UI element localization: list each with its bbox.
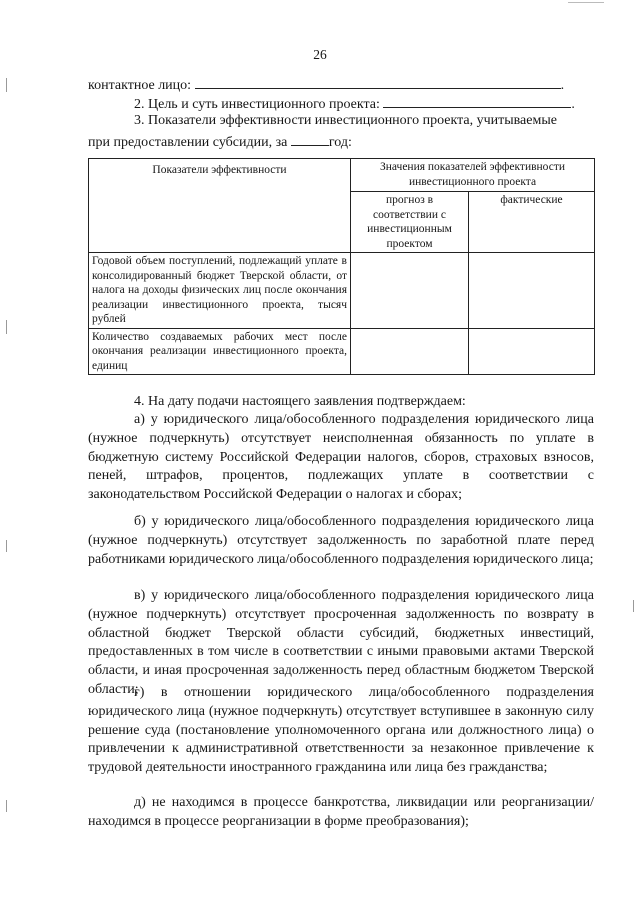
paragraph-a-text: а) у юридического лица/обособленного подразделения юридического лица (нужное подчеркнуть) отсутствует неисполненная обязанность по уплате в бюджетную систему Российской Федерации налогов, сборов, страховых взносов, пеней, штрафов, процентов, подлежащих уплате в соответствии с законодательством Российской Федерации о налогах и сборах; bbox=[88, 412, 594, 503]
paragraph-a bbox=[88, 411, 594, 505]
item2-label: 2. Цель и суть инвестиционного проекта: bbox=[134, 97, 380, 112]
item3-line1: 3. Показатели эффективности инвестиционного проекта, учитываемые bbox=[134, 113, 557, 128]
item3-line2 bbox=[88, 131, 352, 152]
table-row-label: Годовой объем поступлений, подлежащий уплате в консолидированный бюджет Тверской области, от налога на доходы физических лиц после окончания реализации инвестиционного проекта, тысяч рублей bbox=[89, 253, 351, 329]
scan-edge-mark bbox=[633, 600, 634, 612]
paragraph-4: 4. На дату подачи настоящего заявления подтверждаем: bbox=[134, 394, 466, 409]
contact-label: контактное лицо: bbox=[88, 78, 192, 93]
scan-edge-mark bbox=[6, 78, 7, 92]
scan-edge-mark bbox=[6, 540, 7, 552]
page-number: 26 bbox=[313, 47, 327, 62]
item3-year-label: год: bbox=[328, 135, 352, 150]
paragraph-v bbox=[88, 587, 594, 700]
year-blank[interactable] bbox=[291, 131, 329, 146]
header-forecast: прогноз в соответствии с инвестиционным проектом bbox=[351, 192, 469, 253]
paragraph-b-text: б) у юридического лица/обособленного подразделения юридического лица (нужное подчеркнуть) отсутствует задолженность по заработной плате перед работниками юридического лица/обособленного подразделения юридического лица; bbox=[88, 514, 594, 567]
paragraph-g bbox=[88, 684, 594, 778]
cell-forecast[interactable] bbox=[351, 253, 469, 329]
efficiency-table bbox=[88, 158, 595, 375]
scan-edge-mark bbox=[6, 320, 7, 334]
header-values: Значения показателей эффективности инвестиционного проекта bbox=[351, 159, 595, 192]
contact-line bbox=[88, 74, 564, 95]
cell-forecast[interactable] bbox=[351, 328, 469, 375]
contact-blank[interactable] bbox=[195, 74, 561, 89]
cell-actual[interactable] bbox=[469, 253, 595, 329]
paragraph-g-text: г) в отношении юридического лица/обособленного подразделения юридического лица (нужное подчеркнуть) отсутствует вступившее в законную силу решение суда (постановление уполномоченного органа или должностного лица) о привлечении к административной ответственности за незаконное привлечение к трудовой деятельности иностранного гражданина или лица без гражданства; bbox=[88, 685, 594, 776]
item2-line bbox=[134, 93, 575, 114]
header-actual: фактические bbox=[469, 192, 595, 253]
item3-label: при предоставлении субсидии, за bbox=[88, 135, 288, 150]
paragraph-v-text: в) у юридического лица/обособленного подразделения юридического лица (нужное подчеркнуть) отсутствует просроченная задолженность по возврату в областной бюджет Тверской области субсидий, бюджетных инвестиций, предоставленных в том числе в соответствии с иными правовыми актами Тверской области, и иная просроченная задолженность перед областным бюджетом Тверской области; bbox=[88, 588, 594, 697]
scan-mark bbox=[568, 2, 604, 3]
cell-actual[interactable] bbox=[469, 328, 595, 375]
table-row-label: Количество создаваемых рабочих мест после окончания реализации инвестиционного проекта, единиц bbox=[89, 328, 351, 375]
item2-end: . bbox=[571, 97, 575, 112]
contact-end: . bbox=[560, 78, 565, 93]
scan-edge-mark bbox=[6, 800, 7, 812]
header-indicators: Показатели эффективности bbox=[89, 159, 351, 253]
paragraph-d-text: д) не находимся в процессе банкротства, ликвидации или реорганизации/находимся в процессе реорганизации в форме преобразования); bbox=[88, 795, 594, 829]
project-goal-blank[interactable] bbox=[383, 93, 571, 108]
paragraph-d bbox=[88, 794, 594, 832]
paragraph-b bbox=[88, 513, 594, 569]
